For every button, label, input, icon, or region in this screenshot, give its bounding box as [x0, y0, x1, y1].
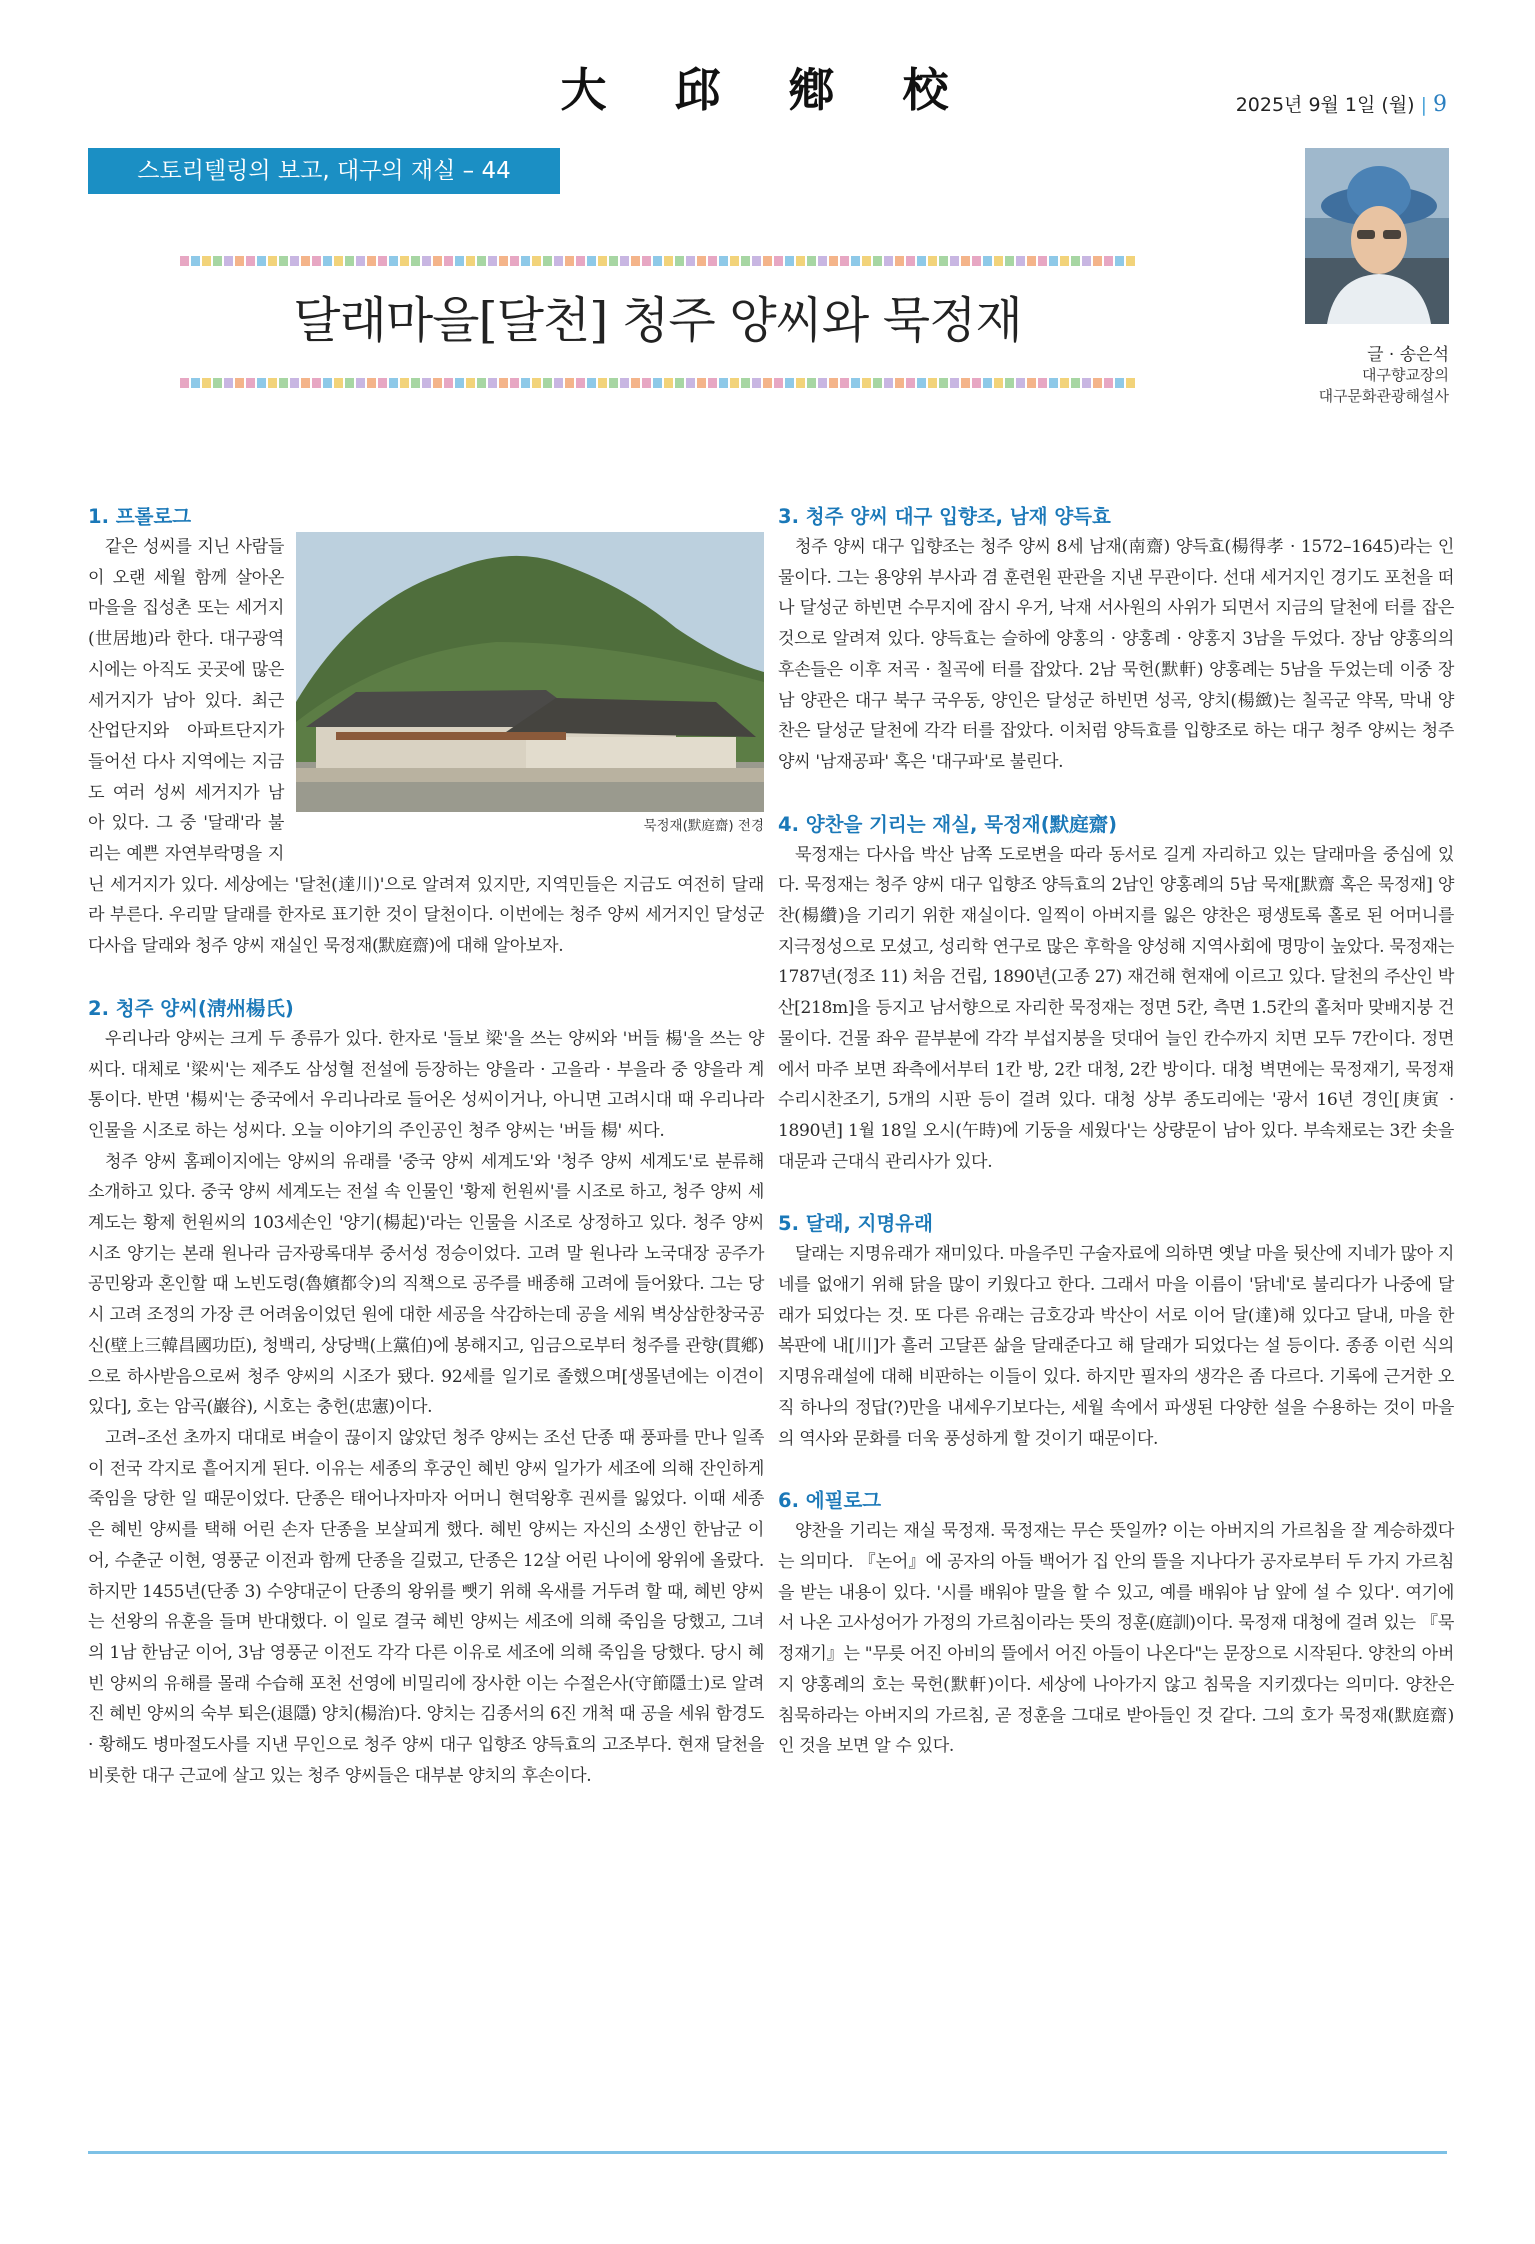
- section-heading-ancestor: 3. 청주 양씨 대구 입향조, 남재 양득효: [778, 505, 1111, 528]
- footer-rule: [88, 2151, 1447, 2154]
- paragraph: 묵정재는 다사읍 박산 남쪽 도로변을 따라 동서로 길게 자리하고 있는 달래마을 중심에 있다. 묵정재는 청주 양씨 대구 입향조 양득효의 2남인 양홍례의 5남 묵재[默齋 혹은 묵정재] 양찬(楊纘)을 기리기 위한 재실이다. 일찍이 아버지를 잃은 양찬은 평생토록 홀로 된 어머니를 지극정성으로 모셨고, 성리학 연구로 많은 후학을 양성해 지역사회에 명망이 높았다. 묵정재는 1787년(정조 11) 처음 건립, 1890년(고종 27) 재건해 현재에 이르고 있다. 달천의 주산인 박산[218m]을 등지고 남서향으로 자리한 묵정재는 정면 5칸, 측면 1.5칸의 홑처마 맞배지붕 건물이다. 건물 좌우 끝부분에 각각 부섭지붕을 덧대어 늘인 칸수까지 치면 모두 7칸이다. 정면에서 마주 보면 좌측에서부터 1칸 방, 2칸 대청, 2칸 방이다. 대청 벽면에는 묵정재기, 묵정재수리시찬조기, 5개의 시판 등이 걸려 있다. 대청 상부 종도리에는 '광서 16년 경인[庚寅 · 1890년] 1월 18일 오시(午時)에 기둥을 세웠다'는 상량문이 남아 있다. 부속채로는 3칸 솟을대문과 근대식 관리사가 있다.: [778, 844, 1454, 1172]
- paragraph: 우리나라 양씨는 크게 두 종류가 있다. 한자로 '들보 梁'을 쓰는 양씨와 '버들 楊'을 쓰는 양씨다. 대체로 '梁씨'는 제주도 삼성혈 전설에 등장하는 양을라 · 고을라 · 부을라 중 양을라 계통이다. 반면 '楊씨'는 중국에서 우리나라로 들어온 성씨이거나, 아니면 고려시대 때 우리나라 인물을 시조로 하는 성씨다. 오늘 이야기의 주인공인 청주 양씨는 '버들 楊' 씨다.: [88, 1028, 764, 1141]
- issue-date: 2025년 9월 1일 (월): [1235, 94, 1415, 116]
- figure-mukjeongjae: [296, 532, 764, 840]
- author-role-line-2: 대구문화관광해설사: [1318, 387, 1449, 405]
- section-heading-mukjeongjae: 4. 양찬을 기리는 재실, 묵정재(默庭齋): [778, 812, 1118, 836]
- column-right: [778, 502, 1454, 1762]
- masthead-title: 大 邱 鄕 校: [560, 63, 975, 117]
- dateline: [1236, 90, 1447, 117]
- section-heading-place-name: 5. 달래, 지명유래: [778, 1212, 933, 1236]
- decorative-stripe-bottom: [180, 378, 1135, 388]
- column-left: [88, 502, 764, 1791]
- author-role-line-1: 대구향교장의: [1362, 366, 1449, 384]
- series-banner: 스토리텔링의 보고, 대구의 재실 – 44: [88, 148, 560, 194]
- page-number: 9: [1433, 92, 1447, 117]
- article-headline: 달래마을[달천] 청주 양씨와 묵정재: [293, 292, 1022, 349]
- paragraph-prologue: 같은 성씨를 지닌 사람들이 오랜 세월 함께 살아온 마을을 집성촌 또는 세거지(世居地)라 한다. 대구광역시에는 아직도 곳곳에 많은 세거지가 남아 있다. 최근 산업단지와 아파트단지가 들어선 다사 지역에는 지금도 여러 성씨 세거지가 남아 있다. 그 중 '달래'라 불리는 예쁜 자연부락명을 지닌 세거지가 있다. 세상에는 '달천(達川)'으로 알려져 있지만, 지역민들은 지금도 여전히 달래라 부른다. 우리말 달래를 한자로 표기한 것이 달천이다. 이번에는 청주 양씨 세거지인 달성군 다사읍 달래와 청주 양씨 재실인 묵정재(默庭齋)에 대해 알아보자.: [88, 537, 764, 957]
- author-photo: [1305, 148, 1449, 324]
- decorative-stripe-top: [180, 256, 1135, 266]
- figure-caption: 묵정재(默庭齋) 전경: [643, 818, 764, 834]
- section-heading-epilogue: 6. 에필로그: [778, 1489, 882, 1513]
- paragraph: 청주 양씨 대구 입향조는 청주 양씨 8세 남재(南齋) 양득효(楊得孝 · 1572–1645)라는 인물이다. 그는 용양위 부사과 겸 훈련원 판관을 지낸 무관이다. 선대 세거지인 경기도 포천을 떠나 달성군 하빈면 수무지에 잠시 우거, 낙재 서사원의 사위가 되면서 지금의 달천에 터를 잡은 것으로 알려져 있다. 양득효는 슬하에 양홍의 · 양홍례 · 양홍지 3남을 두었다. 장남 양홍의의 후손들은 이후 저곡 · 칠곡에 터를 잡았다. 2남 묵헌(默軒) 양홍례는 5남을 두었는데 이중 장남 양관은 대구 북구 국우동, 양인은 달성군 하빈면 성곡, 양치(楊緻)는 칠곡군 약목, 막내 양찬은 달성군 달천에 각각 터를 잡았다. 이처럼 양득효를 입향조로 하는 대구 청주 양씨는 청주 양씨 '남재공파' 혹은 '대구파'로 불린다.: [778, 537, 1454, 772]
- author-role: [1319, 365, 1449, 407]
- paragraph: 양찬을 기리는 재실 묵정재. 묵정재는 무슨 뜻일까? 이는 아버지의 가르침을 잘 계승하겠다는 의미다. 『논어』에 공자의 아들 백어가 집 안의 뜰을 지나다가 공자로부터 두 가지 가르침을 받는 내용이 있다. '시를 배워야 말을 할 수 있고, 예를 배워야 남 앞에 설 수 있다'. 여기에서 나온 고사성어가 가정의 가르침이라는 뜻의 정훈(庭訓)이다. 묵정재 대청에 걸려 있는 『묵정재기』는 "무릇 어진 아비의 뜰에서 어진 아들이 나온다"는 문장으로 시작된다. 양찬의 아버지 양홍례의 호는 묵헌(默軒)이다. 세상에 나아가지 않고 침묵을 지키겠다는 의미다. 양찬은 침묵하라는 아버지의 가르침, 곧 정훈을 그대로 받아들인 것 같다. 그의 호가 묵정재(默庭齋)인 것을 보면 알 수 있다.: [778, 1521, 1454, 1757]
- paragraph: 고려–조선 초까지 대대로 벼슬이 끊이지 않았던 청주 양씨는 조선 단종 때 풍파를 만나 일족이 전국 각지로 흩어지게 된다. 이유는 세종의 후궁인 혜빈 양씨 일가가 세조에 의해 잔인하게 죽임을 당한 일 때문이었다. 단종은 태어나자마자 어머니 현덕왕후 권씨를 잃었다. 이때 세종은 혜빈 양씨를 택해 어린 손자 단종을 보살피게 했다. 혜빈 양씨는 자신의 소생인 한남군 이어, 수춘군 이현, 영풍군 이전과 함께 단종을 길렀고, 단종은 12살 어린 나이에 왕위에 올랐다. 하지만 1455년(단종 3) 수양대군이 단종의 왕위를 뺏기 위해 옥새를 거두려 할 때, 혜빈 양씨는 선왕의 유훈을 들며 반대했다. 이 일로 결국 혜빈 양씨는 세조에 의해 죽임을 당했고, 그녀의 1남 한남군 이어, 3남 영풍군 이전도 각각 다른 이유로 세조에 의해 죽임을 당했다. 당시 혜빈 양씨의 유해를 몰래 수습해 포천 선영에 비밀리에 장사한 이는 수절은사(守節隱士)로 알려진 혜빈 양씨의 숙부 퇴은(退隱) 양치(楊治)다. 양치는 김종서의 6진 개척 때 공을 세워 함경도 · 황해도 병마절도사를 지낸 무인으로 청주 양씨 대구 입향조 양득효의 고조부다. 현재 달천을 비롯한 대구 근교에 살고 있는 청주 양씨들은 대부분 양치의 후손이다.: [88, 1427, 764, 1786]
- paragraph: 달래는 지명유래가 재미있다. 마을주민 구술자료에 의하면 옛날 마을 뒷산에 지네가 많아 지네를 없애기 위해 닭을 많이 키웠다고 한다. 그래서 마을 이름이 '닭네'로 불리다가 나중에 달래가 되었다는 것. 또 다른 유래는 금호강과 박산이 서로 이어 달(達)해 있다고 달내, 마을 한복판에 내[川]가 흘러 고달픈 삶을 달래준다고 해 달래가 되었다는 설 등이다. 종종 이런 식의 지명유래설에 대해 비판하는 이들이 있다. 하지만 필자의 생각은 좀 다르다. 기록에 근거한 오직 하나의 정답(?)만을 내세우기보다는, 세월 속에서 파생된 다양한 설을 수용하는 것이 마을의 역사와 문화를 더욱 풍성하게 할 것이기 때문이다.: [778, 1244, 1455, 1449]
- author-name: 글 · 송은석: [1367, 345, 1449, 365]
- dateline-separator: |: [1420, 94, 1427, 116]
- section-heading-cheongju-yang: 2. 청주 양씨(淸州楊氏): [88, 996, 294, 1020]
- paragraph: 청주 양씨 홈페이지에는 양씨의 유래를 '중국 양씨 세계도'와 '청주 양씨 세계도'로 분류해 소개하고 있다. 중국 양씨 세계도는 전설 속 인물인 '황제 헌원씨'를 시조로 하고, 청주 양씨 세계도는 황제 헌원씨의 103세손인 '양기(楊起)'라는 인물을 시조로 상정하고 있다. 청주 양씨 시조 양기는 본래 원나라 금자광록대부 중서성 정승이었다. 고려 말 원나라 노국대장 공주가 공민왕과 혼인할 때 노빈도령(魯嬪都令)의 직책으로 공주를 배종해 고려에 들어왔다. 그는 당시 고려 조정의 가장 큰 어려움이었던 원에 대한 세공을 삭감하는데 공을 세워 벽상삼한창국공신(壁上三韓昌國功臣), 청백리, 상당백(上黨伯)에 봉해지고, 임금으로부터 청주를 관향(貫鄕)으로 하사받음으로써 청주 양씨의 시조가 됐다. 92세를 일기로 졸했으며[생몰년에는 이견이 있다], 호는 암곡(巖谷), 시호는 충헌(忠憲)이다.: [88, 1151, 764, 1418]
- section-heading-prologue: 1. 프롤로그: [88, 505, 192, 528]
- mukjeongjae-photo: [296, 532, 764, 812]
